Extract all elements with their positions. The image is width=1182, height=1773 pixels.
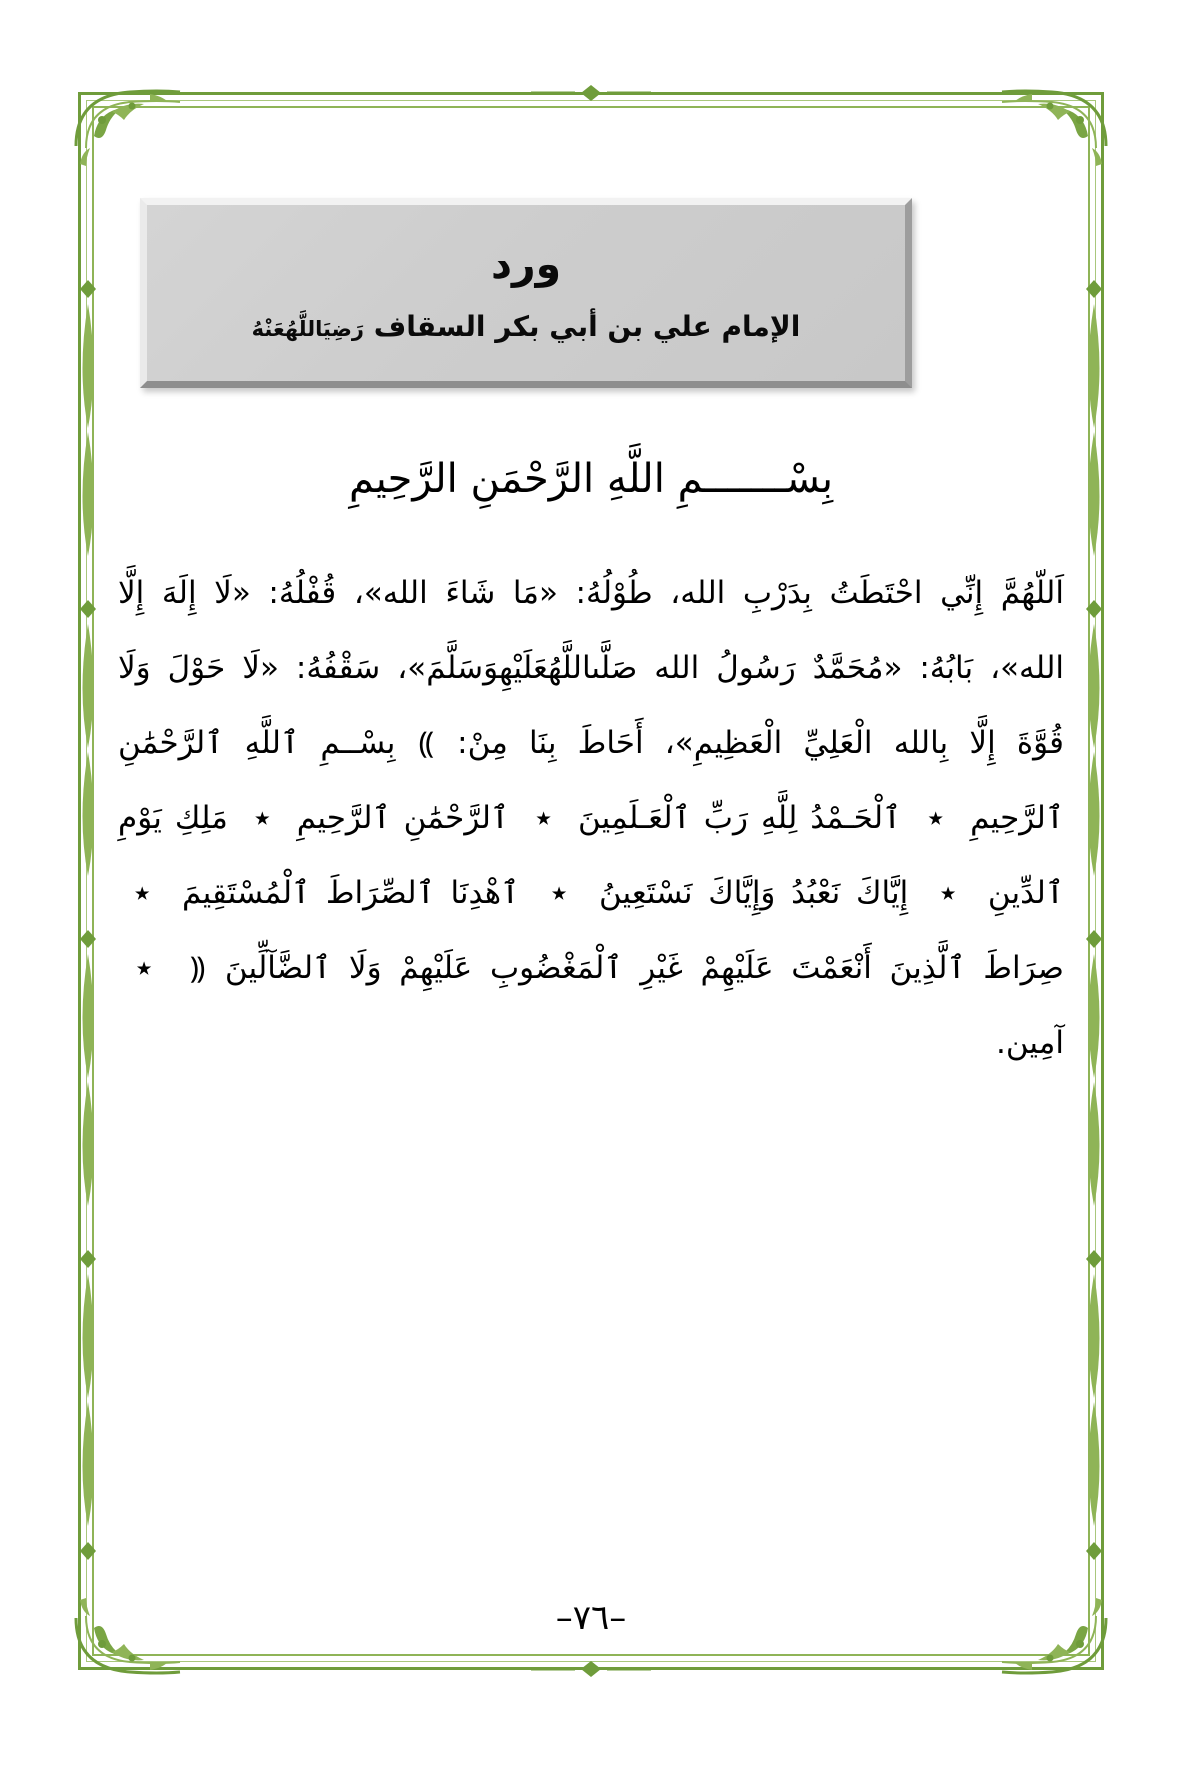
rail-ornament-left-bottom bbox=[75, 1270, 101, 1530]
prayer-closing-amin: ٭ آمِين. bbox=[118, 950, 1064, 1062]
rail-ornament-left-lower bbox=[75, 950, 101, 1210]
quran-close-bracket-icon: ⸨ bbox=[189, 951, 206, 987]
rail-ornament-right-upper bbox=[1081, 300, 1107, 560]
rail-dot-right-4 bbox=[1083, 1248, 1105, 1270]
page-title: ورد bbox=[490, 239, 562, 288]
author-name: الإمام علي بن أبي بكر السقاف bbox=[373, 310, 801, 344]
rail-dot-left-3 bbox=[77, 928, 99, 950]
rail-dot-right-1 bbox=[1083, 278, 1105, 300]
rail-dot-left-2 bbox=[77, 598, 99, 620]
prayer-opening-text: اَللّهُمَّ إِنِّي احْتَطَتُ بِدَرْبِ الله، طُوْلُهُ: «مَا شَاءَ الله»، قُفْلُهُ: «لَا إِلَهَ إِلَّا الله»، بَابُهُ: «مُحَمَّدٌ رَسُولُ الله صَلَّىاللَّهُعَلَيْهِوَسَلَّمَ»، سَقْفُهُ: «لَا حَوْلَ وَلَا قُوَّةَ إِلَّا بِالله الْعَلِيِّ الْعَظِيمِ»، أَحَاطَ بِنَا مِنْ: bbox=[118, 575, 1064, 762]
rail-ornament-right-lower bbox=[1081, 950, 1107, 1210]
rail-dot-left-4 bbox=[77, 1248, 99, 1270]
author-attribution bbox=[252, 309, 801, 344]
corner-ornament-top-left bbox=[72, 86, 184, 198]
rail-dot-right-2 bbox=[1083, 598, 1105, 620]
rail-dot-right-5 bbox=[1083, 1540, 1105, 1562]
prayer-paragraph bbox=[118, 556, 1064, 1081]
edge-ornament-bottom bbox=[531, 1660, 651, 1678]
title-plaque bbox=[140, 198, 912, 388]
rail-ornament-right-bottom bbox=[1081, 1270, 1107, 1530]
prayer-body bbox=[118, 556, 1064, 1081]
basmala-calligraphy: بِسْـــــــمِ اللَّهِ الرَّحْمَنِ الرَّحِيمِ bbox=[348, 456, 834, 502]
quran-open-bracket-icon: ⸩ bbox=[418, 726, 434, 762]
rail-dot-left-1 bbox=[77, 278, 99, 300]
rail-ornament-right-middle bbox=[1081, 620, 1107, 880]
corner-ornament-top-right bbox=[998, 86, 1110, 198]
rail-dot-left-5 bbox=[77, 1540, 99, 1562]
rail-dot-right-3 bbox=[1083, 928, 1105, 950]
quran-al-fatiha-passage: بِسْــمِ ٱللَّهِ ٱلرَّحْمَٰنِ ٱلرَّحِيمِ ٭ ٱلْحَـمْدُ لِلَّهِ رَبِّ ٱلْعَـلَمِينَ ٭ ٱلرَّحْمَٰنِ ٱلرَّحِيمِ ٭ مَلِكِ يَوْمِ ٱلدِّينِ ٭ إِيَّاكَ نَعْبُدُ وَإِيَّاكَ نَسْتَعِينُ ٭ ٱهْدِنَا ٱلصِّرَاطَ ٱلْمُسْتَقِيمَ ٭ صِرَاطَ ٱلَّذِينَ أَنْعَمْتَ عَلَيْهِمْ غَيْرِ ٱلْمَغْضُوبِ عَلَيْهِمْ وَلَا ٱلضَّآلِّينَ bbox=[118, 725, 1065, 987]
edge-ornament-top bbox=[531, 84, 651, 102]
honorific-phrase: رَضِيَاللَّهُعَنْهُ bbox=[251, 317, 364, 342]
rail-ornament-left-upper bbox=[75, 300, 101, 560]
rail-ornament-left-middle bbox=[75, 620, 101, 880]
page-number: –٧٦– bbox=[555, 1598, 627, 1638]
